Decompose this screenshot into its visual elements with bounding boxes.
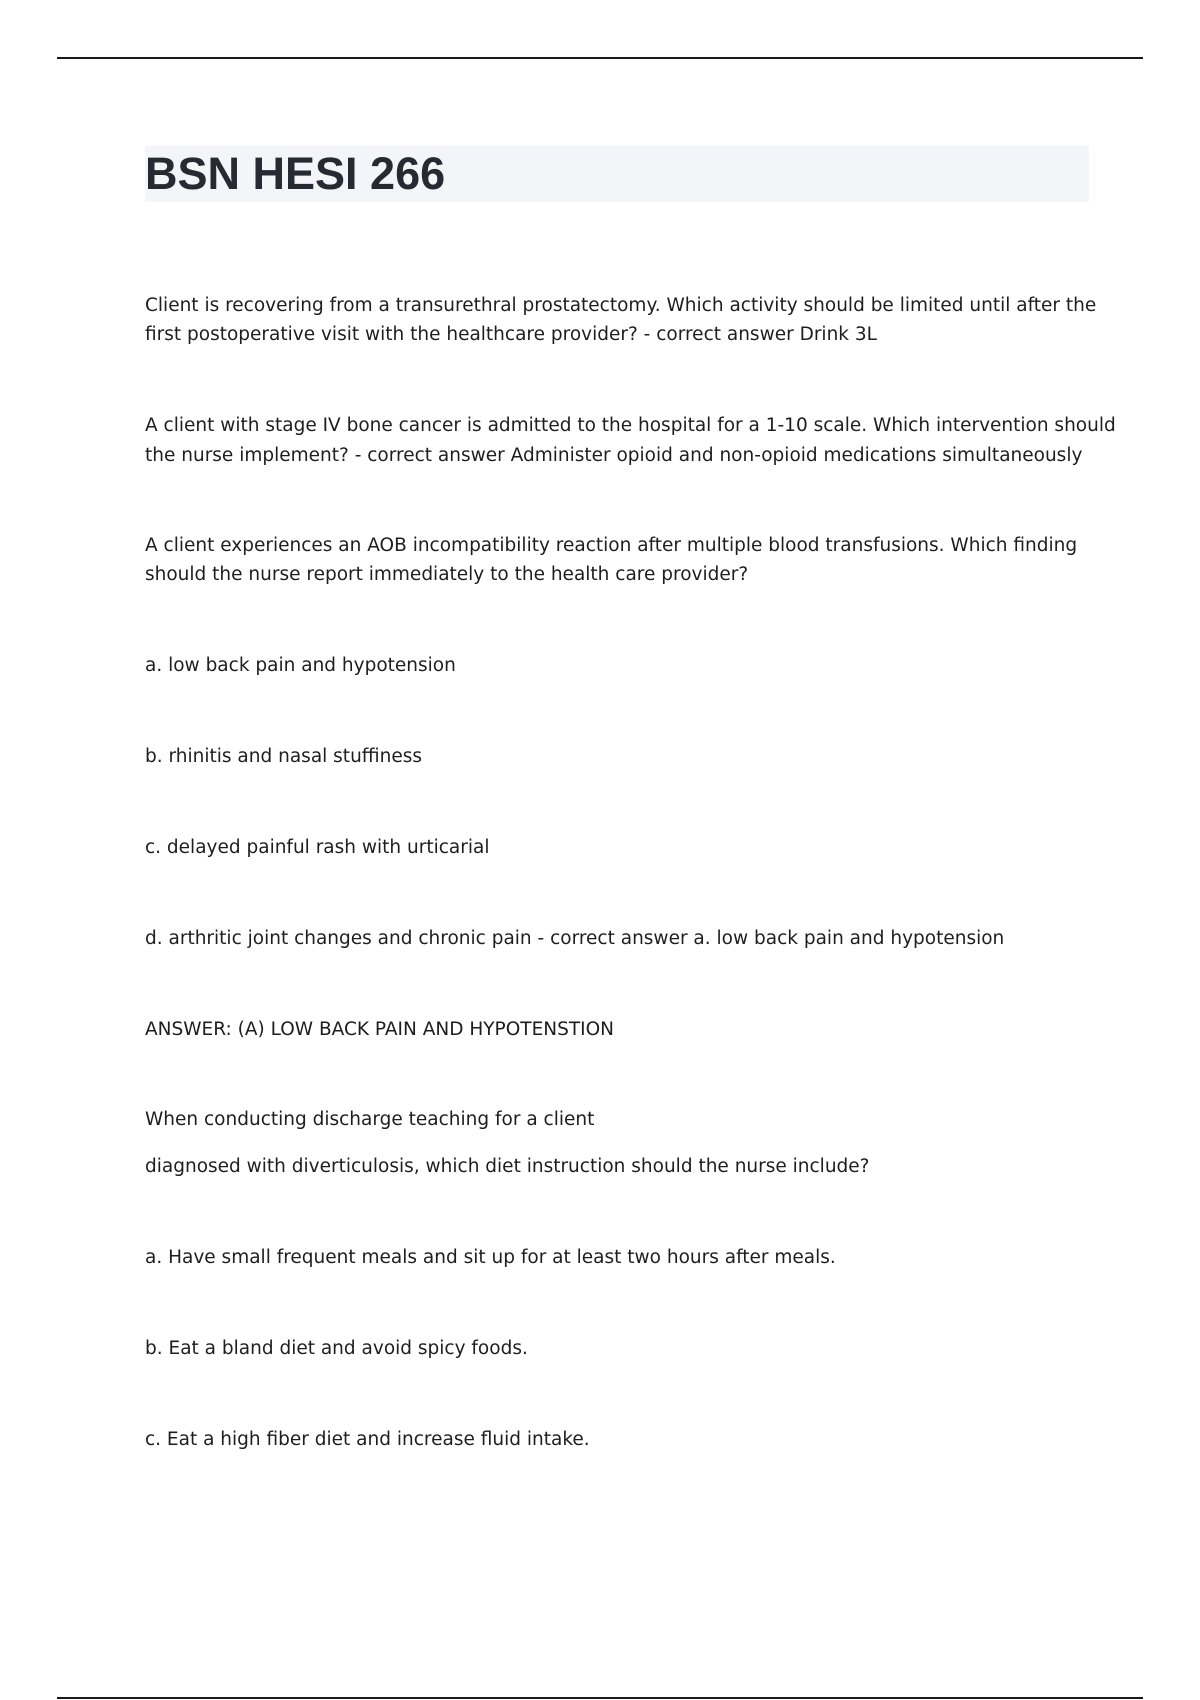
q4-option-a: a. Have small frequent meals and sit up for at least two hours after meals. bbox=[145, 1247, 836, 1268]
q3-line-2: should the nurse report immediately to the health care provider? bbox=[145, 564, 749, 585]
q1-line-1: Client is recovering from a transurethral prostatectomy. Which activity should be limited until after the bbox=[145, 295, 1097, 316]
q3-option-d: d. arthritic joint changes and chronic pain - correct answer a. low back pain and hypotension bbox=[145, 928, 1005, 949]
q4-line-1: When conducting discharge teaching for a client bbox=[145, 1109, 595, 1130]
q3-line-1: A client experiences an AOB incompatibility reaction after multiple blood transfusions. Which finding bbox=[145, 535, 1078, 556]
top-rule bbox=[57, 57, 1143, 59]
document-title: BSN HESI 266 bbox=[145, 148, 446, 199]
bottom-rule bbox=[57, 1697, 1143, 1699]
q4-option-c: c. Eat a high fiber diet and increase fluid intake. bbox=[145, 1429, 590, 1450]
q4-option-b: b. Eat a bland diet and avoid spicy foods. bbox=[145, 1338, 528, 1359]
q3-option-b: b. rhinitis and nasal stuffiness bbox=[145, 746, 423, 767]
q1-line-2: first postoperative visit with the healthcare provider? - correct answer Drink 3L bbox=[145, 324, 877, 345]
q2-line-1: A client with stage IV bone cancer is admitted to the hospital for a 1-10 scale. Which intervention should bbox=[145, 415, 1116, 436]
q3-option-c: c. delayed painful rash with urticarial bbox=[145, 837, 490, 858]
q2-line-2: the nurse implement? - correct answer Administer opioid and non-opioid medications simultaneously bbox=[145, 445, 1083, 466]
q4-line-2: diagnosed with diverticulosis, which diet instruction should the nurse include? bbox=[145, 1156, 870, 1177]
q3-answer: ANSWER: (A) LOW BACK PAIN AND HYPOTENSTION bbox=[145, 1019, 615, 1040]
q3-option-a: a. low back pain and hypotension bbox=[145, 655, 456, 676]
